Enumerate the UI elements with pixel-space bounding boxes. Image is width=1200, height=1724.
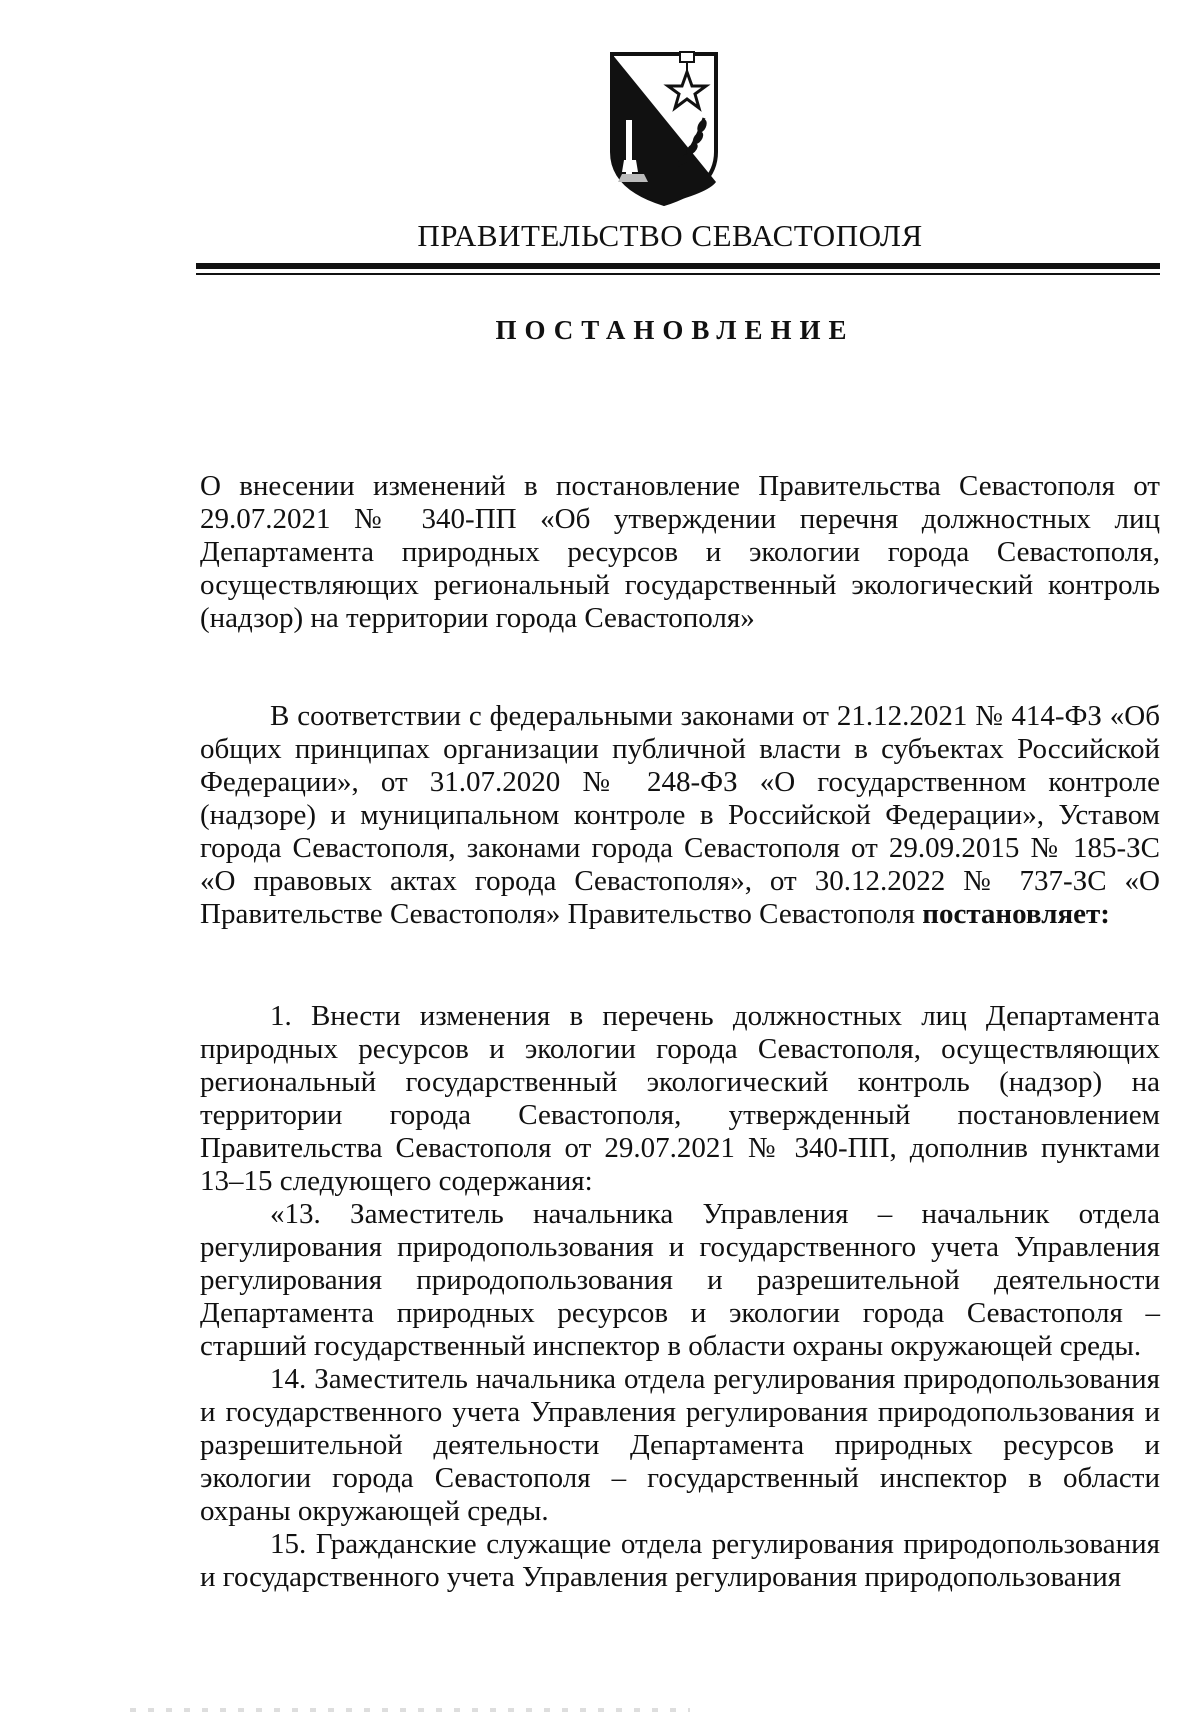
paragraph-1: 1. Внести изменения в перечень должностных лиц Департамента природных ресурсов и экологии города Севастополя, осуществляющих региональный государственный экологический контроль (надзор) на территории города Севастополя, утвержденный постановлением Правительства Севастополя от 29.07.2021 № 340-ПП, дополнив пунктами 13–15 следующего содержания: xyxy=(200,1000,1160,1197)
document-body xyxy=(200,1000,1160,1594)
document-subject: О внесении изменений в постановление Правительства Севастополя от 29.07.2021 № 340-ПП «Об утверждении перечня должностных лиц Департамента природных ресурсов и экологии города Севастополя, осуществляющих региональный государственный экологический контроль (надзор) на территории города Севастополя» xyxy=(200,470,1160,634)
paragraph-14: 14. Заместитель начальника отдела регулирования природопользования и государственного учета Управления регулирования природопользования и разрешительной деятельности Департамента природных ресурсов и экологии города Севастополя – государственный инспектор в области охраны окружающей среды. xyxy=(200,1363,1160,1527)
header-rule-thick xyxy=(196,263,1160,269)
scan-artifact xyxy=(130,1708,690,1712)
preamble xyxy=(200,700,1160,931)
paragraph-15: 15. Гражданские служащие отдела регулирования природопользования и государственного учета Управления регулирования природопользования xyxy=(200,1528,1160,1593)
sevastopol-coat-of-arms-icon xyxy=(608,48,720,206)
organization-title: ПРАВИТЕЛЬСТВО СЕВАСТОПОЛЯ xyxy=(417,218,923,253)
document-type-heading: ПОСТАНОВЛЕНИЕ xyxy=(495,315,855,345)
header-rule-thin xyxy=(196,273,1160,275)
paragraph-13: «13. Заместитель начальника Управления – начальник отдела регулирования природопользования и государственного учета Управления регулирования природопользования и разрешительной деятельности Департамента природных ресурсов и экологии города Севастополя – старший государственный инспектор в области охраны окружающей среды. xyxy=(200,1198,1160,1362)
preamble-text: В соответствии с федеральными законами от 21.12.2021 № 414-ФЗ «Об общих принципах организации публичной власти в субъектах Российской Федерации», от 31.07.2020 № 248-ФЗ «О государственном контроле (надзоре) и муниципальном контроле в Российской Федерации», Уставом города Севастополя, законами города Севастополя от 29.09.2015 № 185-ЗС «О правовых актах города Севастополя», от 30.12.2022 № 737-ЗС «О Правительстве Севастополя» Правительство Севастополя xyxy=(200,700,1160,930)
decision-word: постановляет: xyxy=(922,898,1110,930)
